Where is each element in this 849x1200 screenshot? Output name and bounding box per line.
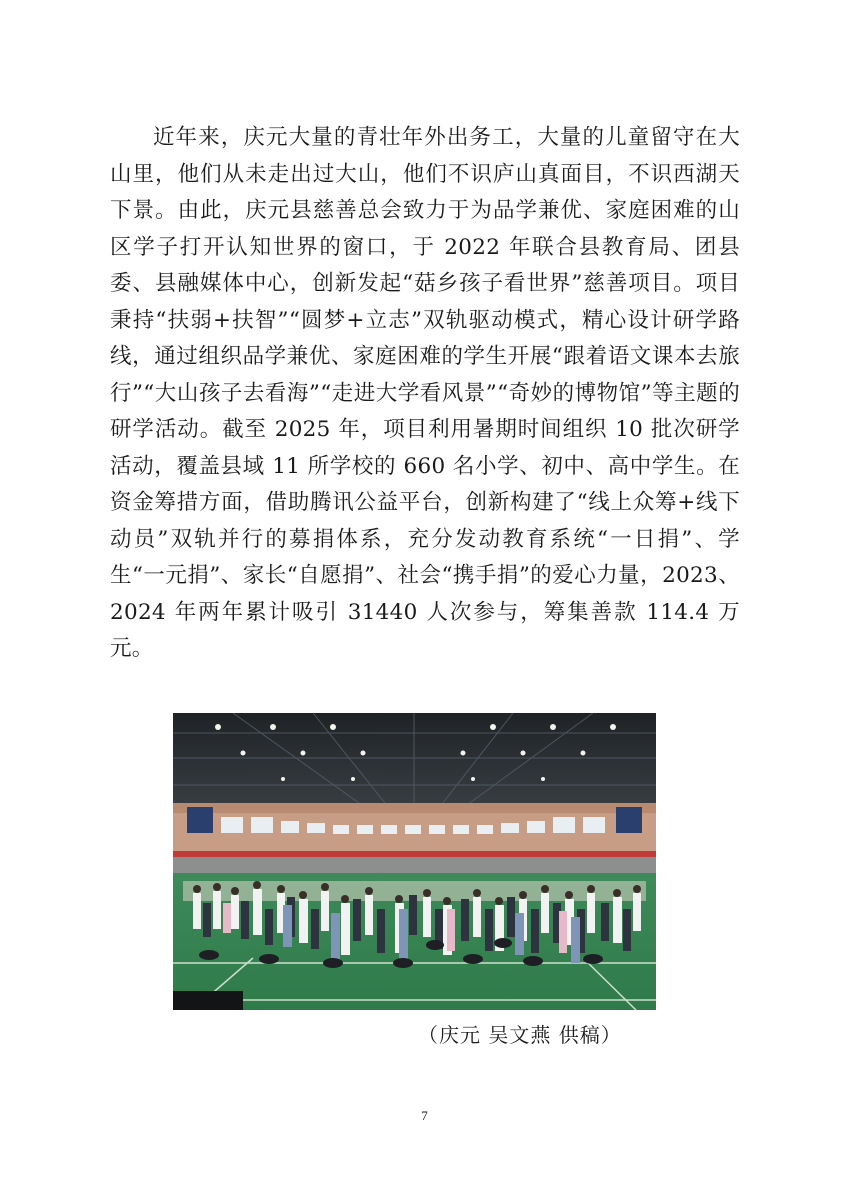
photo-credit-caption: （庆元 吴文燕 供稿） — [418, 1023, 622, 1047]
article-paragraph: 近年来，庆元大量的青壮年外出务工，大量的儿童留守在大山里，他们从未走出过大山，他们不识庐山真面目，不识西湖天下景。由此，庆元县慈善总会致力于为品学兼优、家庭困难的山区学子打开认知世界的窗口，于 2022 年联合县教育局、团县委、县融媒体中心，创新发起“菇乡孩子看世界”慈善项目。项目秉持“扶弱+扶智”“圆梦+立志”双轨驱动模式，精心设计研学路线，通过组织品学兼优、家庭困难的学生开展“跟着语文课本去旅行”“大山孩子去看海”“走进大学看风景”“奇妙的博物馆”等主题的研学活动。截至 2025 年，项目利用暑期时间组织 10 批次研学活动，覆盖县域 11 所学校的 660 名小学、初中、高中学生。在资金筹措方面，借助腾讯公益平台，创新构建了“线上众筹+线下动员”双轨并行的募捐体系，充分发动教育系统“一日捐”、学生“一元捐”、家长“自愿捐”、社会“携手捐”的爱心力量，2023、2024 年两年累计吸引 31440 人次参与，筹集善款 114.4 万元。 — [110, 125, 740, 661]
gymnasium-photo-icon — [173, 713, 656, 1010]
gymnasium-photo — [173, 713, 656, 1010]
page-number: 7 — [421, 1108, 428, 1123]
